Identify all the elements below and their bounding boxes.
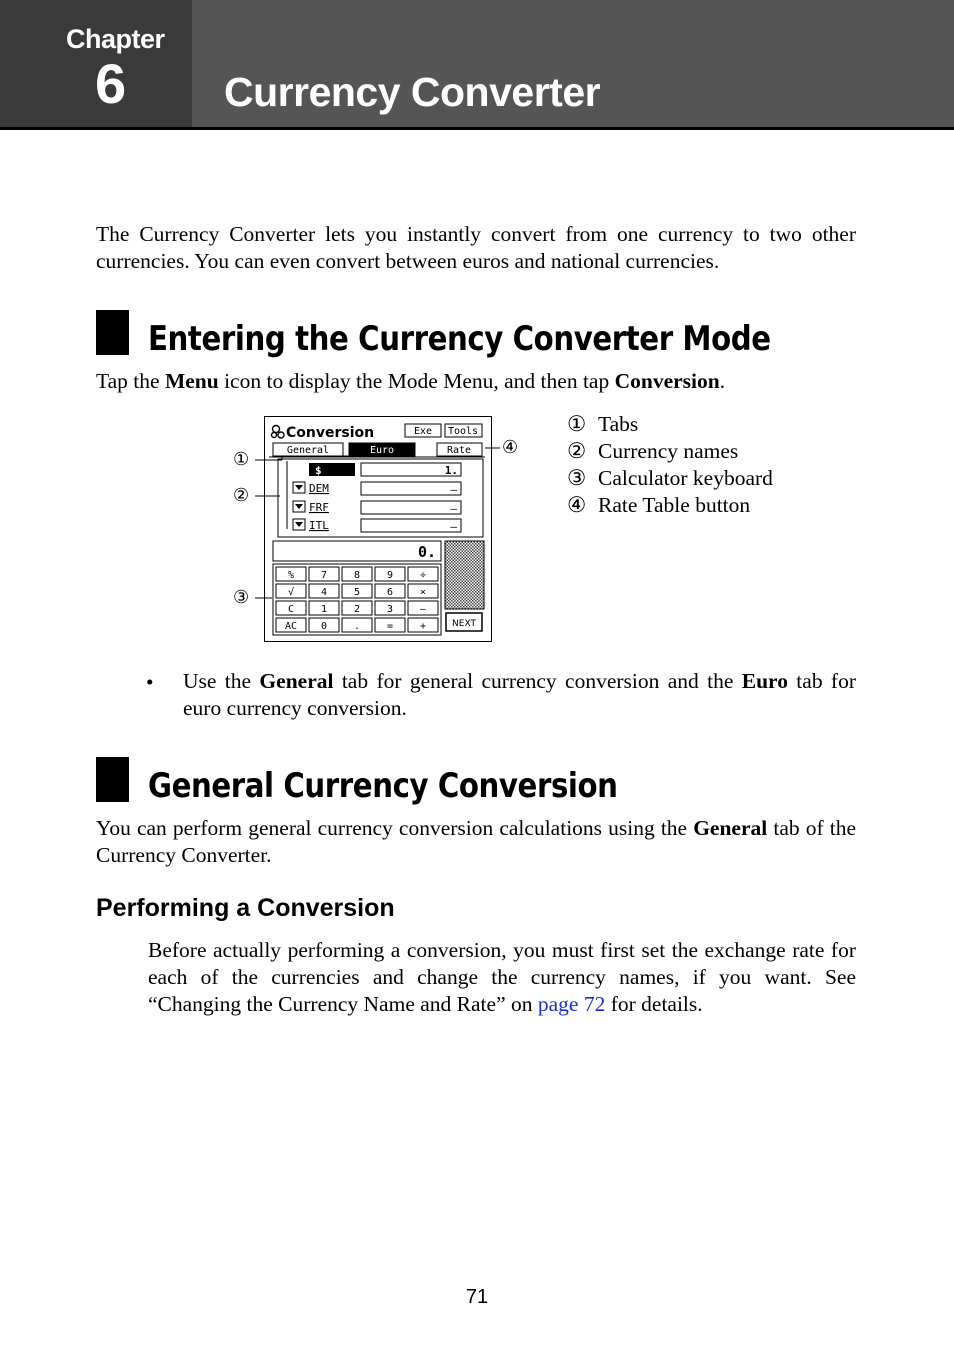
subsection-paragraph [148, 937, 856, 1018]
section1-instruction [96, 368, 856, 395]
legend-number: ④ [567, 493, 587, 517]
calculator-key-label: 6 [386, 587, 394, 598]
calculator-key-label: × [419, 587, 427, 598]
currency-value: 1. [444, 464, 458, 477]
legend-label: Rate Table button [598, 493, 751, 517]
currency-value-field[interactable] [361, 501, 461, 514]
calculator-display-value: 0. [417, 543, 436, 561]
chapter-label: Chapter [66, 24, 165, 54]
section-marker [96, 757, 129, 802]
tools-button-label: Tools [447, 426, 479, 437]
callout-currency-names: ② [233, 485, 250, 506]
section-title-entering-mode: Entering the Currency Converter Mode [148, 319, 771, 359]
text-run: tab for general currency conversion and the [333, 669, 742, 693]
text-run: for details. [605, 992, 703, 1016]
calculator-key-label: 8 [353, 570, 361, 581]
legend-number: ① [567, 412, 587, 436]
text-run: You can perform general currency conversion calculations using the [96, 816, 694, 840]
chapter-title: Currency Converter [224, 69, 601, 115]
converter-screen-figure [264, 416, 492, 642]
pattern-area [445, 541, 484, 609]
text-run: icon to display the Mode Menu, and then tap [218, 369, 615, 393]
chapter-header [0, 0, 954, 128]
currency-value-field[interactable] [361, 482, 461, 495]
bullet-mark: • [146, 670, 154, 694]
calculator-key-label: 4 [320, 587, 328, 598]
currency-name-frf[interactable]: FRF [309, 501, 329, 514]
callout-calculator-keyboard: ③ [233, 587, 250, 608]
intro-paragraph: The Currency Converter lets you instantly convert from one currency to two other currencies. You can even convert between euros and national currencies. [96, 222, 856, 273]
currency-name-itl[interactable]: ITL [309, 519, 329, 532]
currency-value-field[interactable] [361, 519, 461, 532]
currency-value: – [450, 502, 457, 515]
exe-button-label: Exe [413, 426, 433, 437]
tab-euro-label: Euro [369, 445, 395, 456]
calculator-key-label: 2 [353, 604, 361, 615]
conversion-app-icon [272, 426, 285, 439]
general-term: General [693, 816, 768, 840]
legend-label: Tabs [598, 412, 639, 436]
section-title-general-conversion: General Currency Conversion [148, 766, 618, 806]
screen-title: Conversion [286, 425, 375, 441]
currency-value: – [450, 483, 457, 496]
text-run: Tap the [96, 369, 165, 393]
currency-value: – [450, 520, 457, 533]
text-run: tab for euro currency conversion. [183, 669, 856, 720]
chapter-number: 6 [95, 52, 127, 115]
page-number: 71 [465, 1286, 489, 1308]
page-72-link[interactable]: page 72 [537, 992, 606, 1016]
calculator-key-label: % [287, 570, 295, 581]
calculator-key-label: AC [284, 621, 298, 632]
text-run: . [719, 369, 726, 393]
euro-term: Euro [741, 669, 788, 693]
conversion-term: Conversion [614, 369, 720, 393]
text-run: Before actually performing a conversion, you must first set the exchange rate for each of the currencies and change the currency names, if you want. See “Changing the Currency Name and Rate” on [148, 938, 856, 1016]
menu-term: Menu [164, 369, 219, 393]
callout-tabs: ① [233, 449, 250, 470]
calculator-key-label: 7 [320, 570, 328, 581]
legend-item [567, 411, 773, 438]
legend-item [567, 492, 773, 519]
section2-paragraph [96, 815, 856, 869]
currency-name-dem[interactable]: DEM [309, 482, 329, 495]
currency-name-dollar-label: $ [315, 464, 322, 477]
calculator-key-label: . [353, 621, 361, 632]
calculator-key-label: √ [287, 587, 295, 598]
subsection-title: Performing a Conversion [96, 894, 395, 922]
calculator-key-label: 3 [386, 604, 394, 615]
callout-rate-table: ④ [502, 437, 519, 458]
legend-label: Currency names [598, 439, 739, 463]
calculator-key-label: 1 [320, 604, 328, 615]
legend-item [567, 465, 773, 492]
rate-button-label: Rate [446, 445, 472, 456]
legend-label: Calculator keyboard [598, 466, 773, 490]
header-rule [0, 127, 954, 130]
calculator-key-label: C [287, 604, 295, 615]
calculator-key-label: 9 [386, 570, 394, 581]
text-run: Use the [183, 669, 260, 693]
calculator-key-label: – [419, 604, 427, 615]
calculator-display [273, 541, 441, 561]
general-term: General [259, 669, 334, 693]
legend-item [567, 438, 773, 465]
calculator-key-label: ÷ [419, 570, 427, 581]
calculator-key-label: = [386, 621, 394, 632]
section-marker [96, 310, 129, 355]
figure-legend [567, 411, 773, 519]
next-key-label: NEXT [452, 619, 476, 629]
legend-number: ② [567, 439, 587, 463]
calculator-key-label: + [419, 621, 427, 632]
calculator-key-label: 5 [353, 587, 361, 598]
text-run: tab of the Currency Converter. [96, 816, 856, 867]
screen-drawing [265, 417, 491, 641]
tab-general-label: General [286, 445, 330, 456]
calculator-key-label: 0 [320, 621, 328, 632]
legend-number: ③ [567, 466, 587, 490]
bullet-text [183, 668, 856, 722]
